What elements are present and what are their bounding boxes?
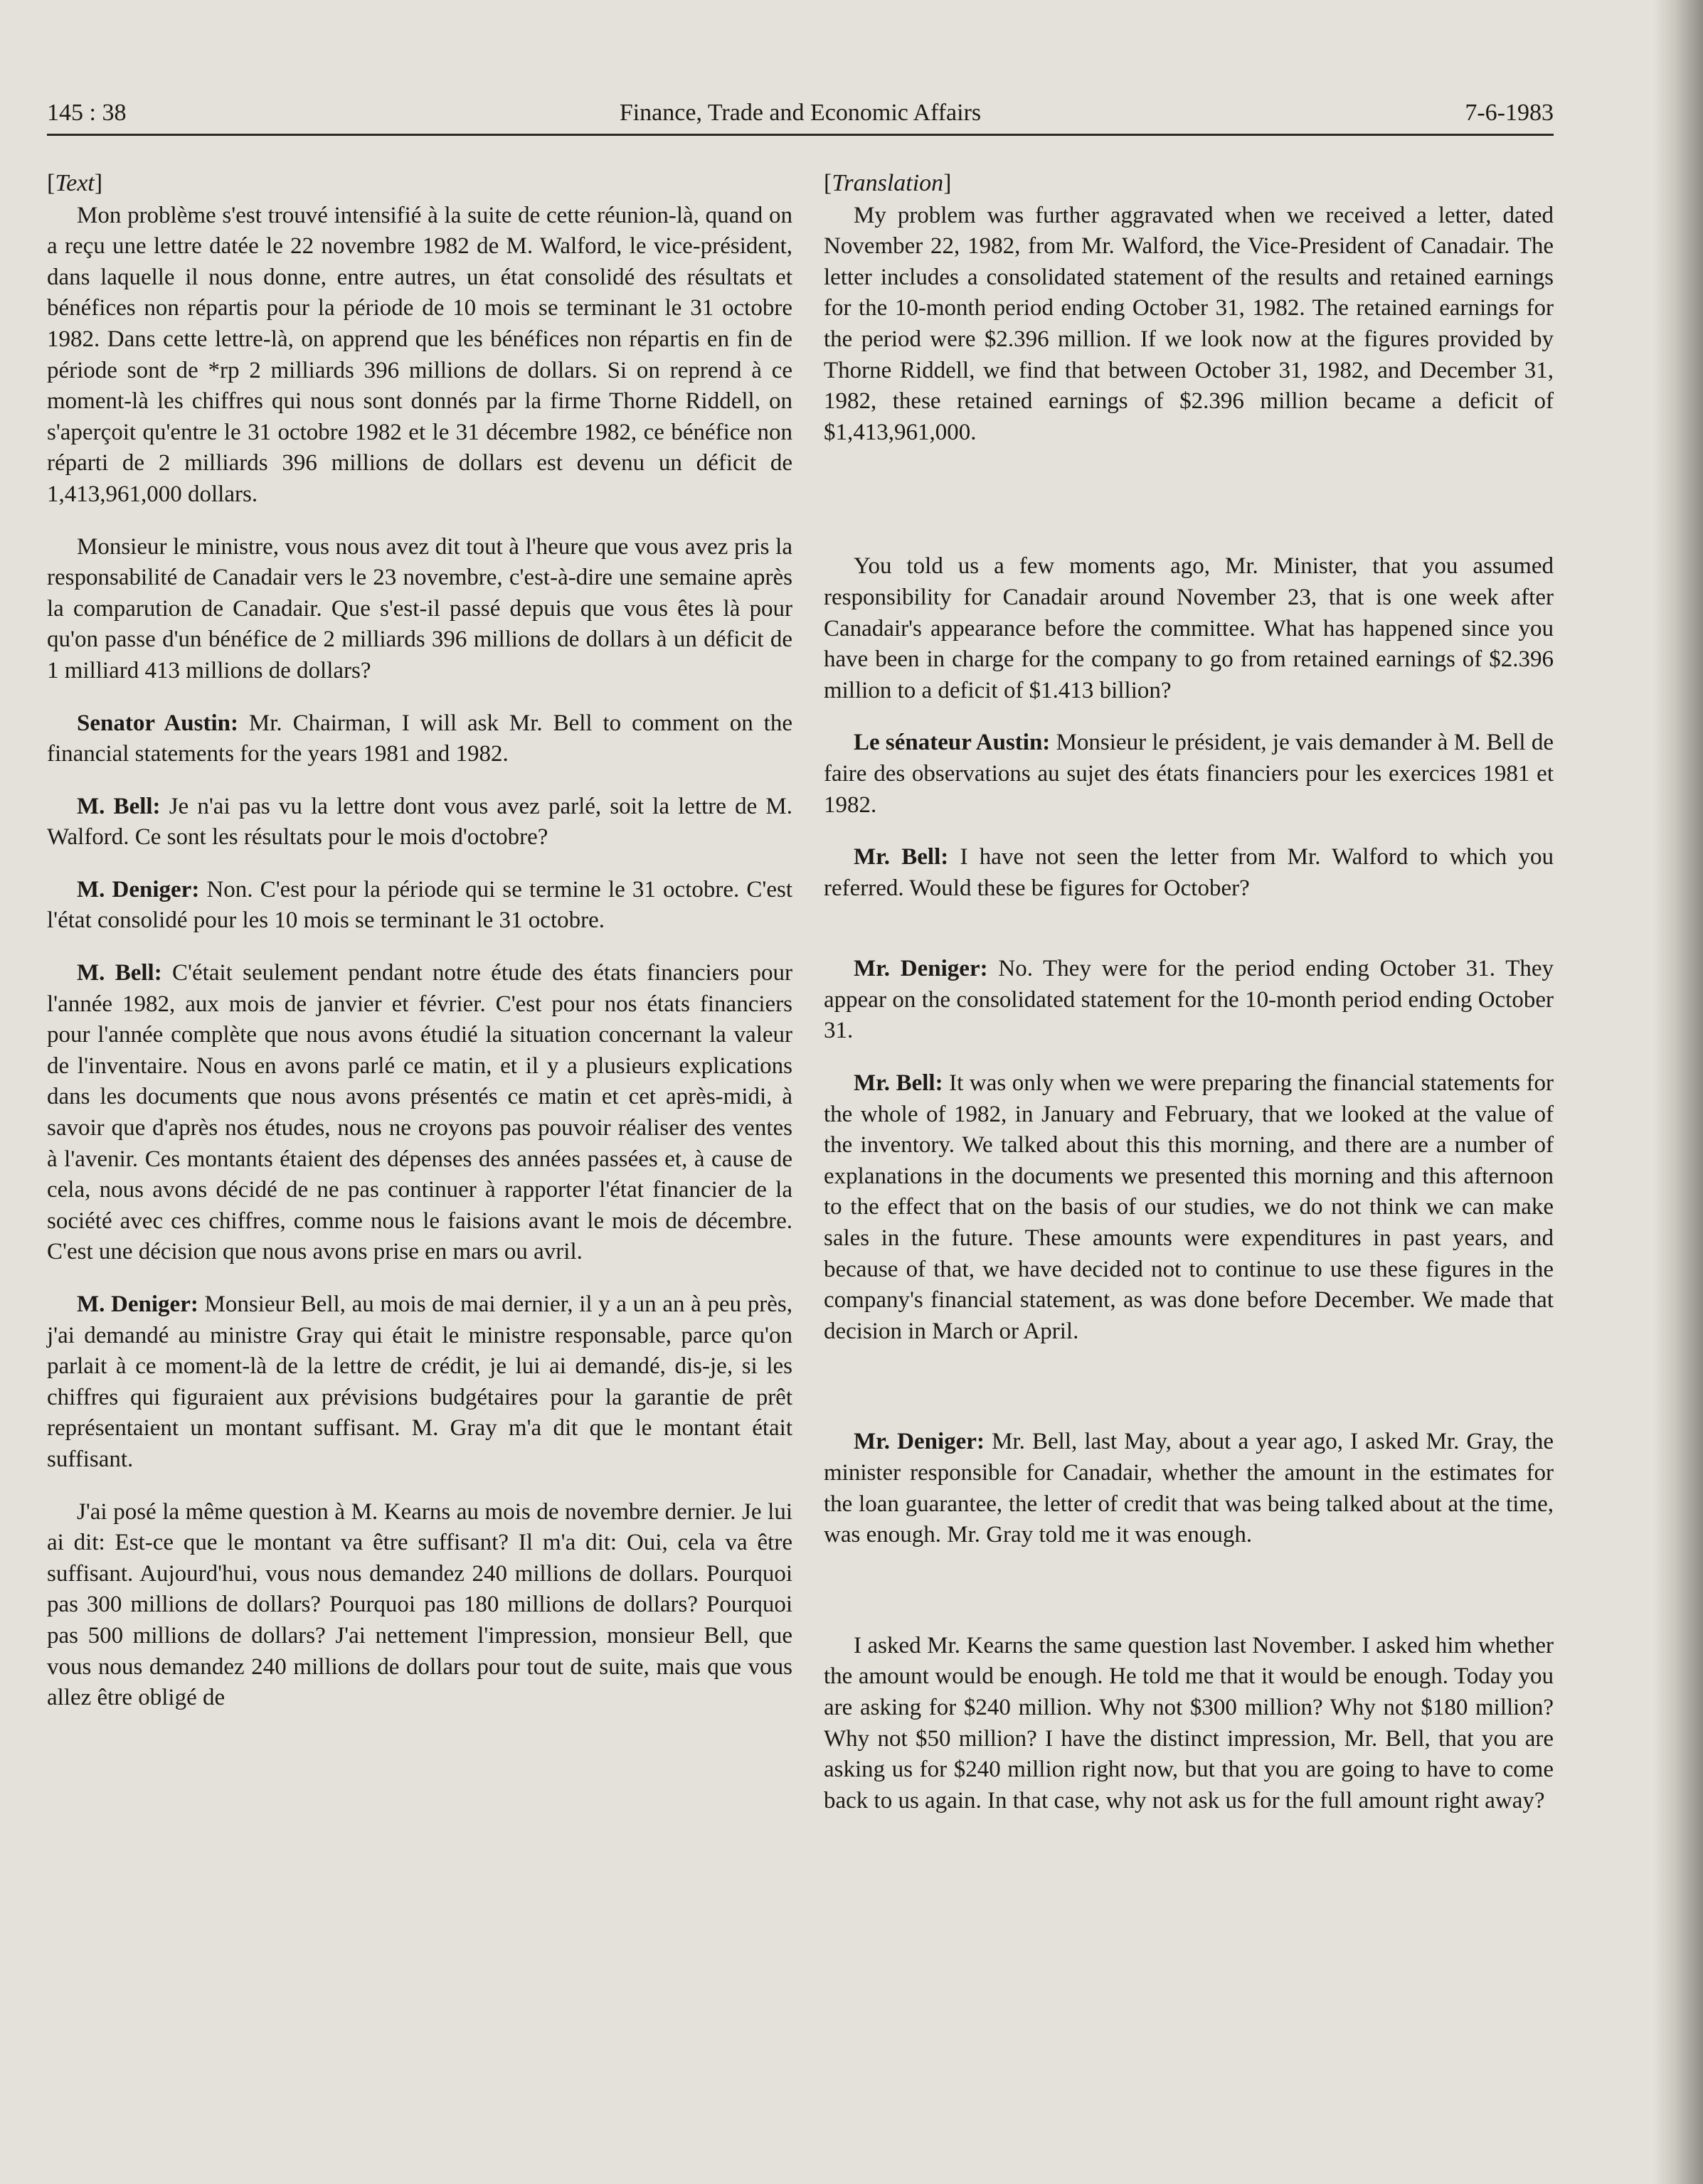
left-column bbox=[47, 168, 792, 1714]
speaker-name: Mr. Deniger: bbox=[854, 956, 988, 982]
paragraph: J'ai posé la même question à M. Kearns au mois de novembre dernier. Je lui ai dit: Est-ce que le montant va être suffisant? Il m'a dit: Oui, cela va être suffisant. Aujourd'hui, vous nous demandez 240 millions de dollars. Pourquoi pas 300 millions de dollars? Pourquoi pas 180 millions de dollars? Pourquoi pas 500 millions de dollars? J'ai nettement l'impression, monsieur Bell, que vous nous demandez 240 millions de dollars pour tout de suite, mais que vous allez être obligé de bbox=[47, 1498, 792, 1711]
section-label-text: [Text] bbox=[47, 170, 103, 196]
paragraph: You told us a few moments ago, Mr. Minister, that you assumed responsibility for Canadair around November 23, that is one week after Canadair's appearance before the committee. What has happened since you have been in charge for the company to go from retained earnings of $2.396 million to a deficit of $1.413 billion? bbox=[824, 553, 1554, 703]
paragraph: Mr. Bell: I have not seen the letter from Mr. Walford to which you referred. Would these be figures for October? bbox=[824, 844, 1554, 901]
right-column bbox=[824, 168, 1554, 1816]
paragraph: M. Bell: Je n'ai pas vu la lettre dont vous avez parlé, soit la lettre de M. Walford. Ce sont les résultats pour le mois d'octobre? bbox=[47, 793, 792, 851]
paragraph: My problem was further aggravated when we received a letter, dated November 22, 1982, from Mr. Walford, the Vice-President of Canadair. The letter includes a consolidated statement of the results and retained earnings for the 10-month period ending October 31, 1982. The retained earnings for the period were $2.396 million. If we look now at the figures provided by Thorne Riddell, we find that between October 31, 1982, and December 31, 1982, these retained earnings of $2.396 million became a deficit of $1,413,961,000. bbox=[824, 202, 1554, 445]
paragraph: I asked Mr. Kearns the same question last November. I asked him whether the amount would be enough. He told me that it would be enough. Today you are asking for $240 million. Why not $300 million? Why not $180 million? Why not $50 million? I have the distinct impression, Mr. Bell, that you are asking us for $240 million right now, but that you are going to have to come back to us again. In that case, why not ask us for the full amount right away? bbox=[824, 1632, 1554, 1813]
paragraph: Senator Austin: Mr. Chairman, I will ask Mr. Bell to comment on the financial statements for the years 1981 and 1982. bbox=[47, 710, 792, 767]
speaker-name: Le sénateur Austin: bbox=[854, 730, 1051, 756]
speaker-name: M. Deniger: bbox=[77, 876, 200, 902]
paragraph: Mr. Bell: It was only when we were preparing the financial statements for the whole of 1982, in January and February, that we looked at the value of the inventory. We talked about this this morning, and there are a number of explanations in the documents we presented this morning and this afternoon to the effect that on the basis of our studies, we do not think we can make sales in the future. These amounts were expenditures in past years, and because of that, we have decided not to continue to use these figures in the company's financial statement, as was done before December. We made that decision in March or April. bbox=[824, 1070, 1554, 1344]
speaker-name: Senator Austin: bbox=[77, 710, 239, 736]
speaker-name: Mr. Bell: bbox=[854, 1070, 943, 1097]
speaker-name: Mr. Deniger: bbox=[854, 1429, 985, 1455]
page-edge-shadow bbox=[1653, 0, 1703, 2184]
paragraph: M. Bell: C'était seulement pendant notre étude des états financiers pour l'année 1982, aux mois de janvier et février. C'est pour nos états financiers pour l'année complète que nous avons étudié la situation concernant la valeur de l'inventaire. Nous en avons parlé ce matin, et il y a plusieurs explications dans les documents que nous avons présentés ce matin et cet après-midi, à savoir que d'après nos études, nous ne croyons pas pouvoir réaliser des ventes à l'avenir. Ces montants étaient des dépenses des années passées et, à cause de cela, nous avons décidé de ne pas continuer à rapporter l'état financier de la société avec ces chiffres, comme nous le faisions avant le mois de décembre. C'est une décision que nous avons prise en mars ou avril. bbox=[47, 960, 792, 1265]
header-date: 7-6-1983 bbox=[1465, 100, 1554, 126]
header-title: Finance, Trade and Economic Affairs bbox=[619, 100, 982, 126]
paragraph: Mr. Deniger: No. They were for the period ending October 31. They appear on the consolidated statement for the 10-month period ending October 31. bbox=[824, 956, 1554, 1044]
speaker-name: Mr. Bell: bbox=[854, 844, 949, 870]
section-label-translation: [Translation] bbox=[824, 170, 952, 196]
paragraph: Mr. Deniger: Mr. Bell, last May, about a year ago, I asked Mr. Gray, the minister responsible for Canadair, whether the amount in the estimates for the loan guarantee, the letter of credit that was being talked about at the time, was enough. Mr. Gray told me it was enough. bbox=[824, 1429, 1554, 1548]
speaker-name: M. Bell: bbox=[77, 793, 161, 819]
paragraph: Le sénateur Austin: Monsieur le président, je vais demander à M. Bell de faire des observations au sujet des états financiers pour les exercices 1981 et 1982. bbox=[824, 730, 1554, 818]
running-header bbox=[47, 98, 1554, 136]
paragraph: M. Deniger: Non. C'est pour la période qui se termine le 31 octobre. C'est l'état consolidé pour les 10 mois se terminant le 31 octobre. bbox=[47, 876, 793, 934]
paragraph: M. Deniger: Monsieur Bell, au mois de mai dernier, il y a un an à peu près, j'ai demandé au ministre Gray qui était le ministre responsable, parce qu'on parlait à ce moment-là de la lettre de crédit, je lui ai demandé, dis-je, si les chiffres qui figuraient aux prévisions budgétaires pour la garantie de prêt représentaient un montant suffisant. M. Gray m'a dit que le montant était suffisant. bbox=[47, 1291, 792, 1472]
speaker-name: M. Bell: bbox=[77, 960, 162, 986]
paragraph: Monsieur le ministre, vous nous avez dit tout à l'heure que vous avez pris la responsabilité de Canadair vers le 23 novembre, c'est-à-dire une semaine après la comparution de Canadair. Que s'est-il passé depuis que vous êtes là pour qu'on passe d'un bénéfice de 2 milliards 396 millions de dollars à un déficit de 1 milliard 413 millions de dollars? bbox=[47, 533, 792, 683]
paragraph: Mon problème s'est trouvé intensifié à la suite de cette réunion-là, quand on a reçu une lettre datée le 22 novembre 1982 de M. Walford, le vice-président, dans laquelle il nous donne, entre autres, un état consolidé des résultats et bénéfices non répartis pour la période de 10 mois se terminant le 31 octobre 1982. Dans cette lettre-là, on apprend que les bénéfices non répartis en fin de période sont de *rp 2 milliards 396 millions de dollars. Si on reprend à ce moment-là les chiffres qui nous sont donnés par la firme Thorne Riddell, on s'aperçoit qu'entre le 31 octobre 1982 et le 31 décembre 1982, ce bénéfice non réparti de 2 milliards 396 millions de dollars est devenu un déficit de 1,413,961,000 dollars. bbox=[47, 202, 792, 507]
speaker-name: M. Deniger: bbox=[77, 1291, 198, 1317]
page-number: 145 : 38 bbox=[47, 100, 127, 126]
